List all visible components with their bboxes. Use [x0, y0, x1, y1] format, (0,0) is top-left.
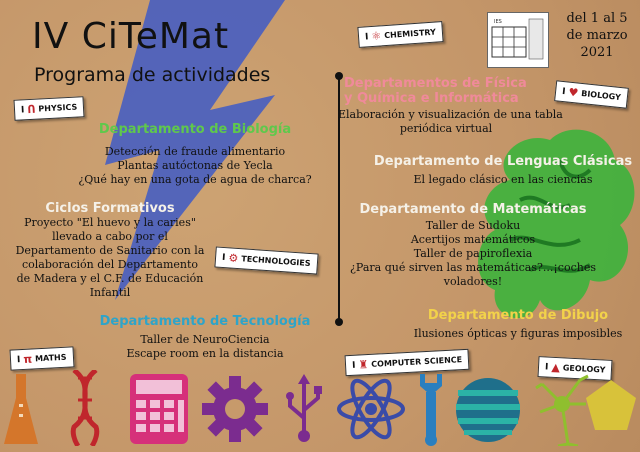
activity-item: El legado clásico en las ciencias — [413, 173, 593, 186]
molecule-icon: ⚛ — [370, 29, 382, 44]
page-subtitle: Programa de actividades — [34, 64, 271, 86]
activity-item: Departamento de Sanitario con la — [15, 244, 205, 257]
activity-item: voladores! — [443, 275, 503, 288]
tag-maths — [9, 346, 74, 370]
date-line: 2021 — [580, 45, 614, 60]
tag-physics — [13, 96, 84, 121]
date-line: de marzo — [566, 28, 628, 43]
tag-label: BIOLOGY — [580, 88, 622, 103]
activity-item: ¿Para qué sirven las matemáticas?...¡coches — [350, 261, 596, 274]
dna-icon — [68, 370, 102, 446]
school-building-icon — [488, 13, 548, 67]
tag-prefix: I — [351, 360, 356, 371]
tag-label: COMPUTER SCIENCE — [371, 355, 463, 369]
timeline-dot-bottom — [335, 318, 343, 326]
section-ciclos — [4, 201, 216, 300]
section-title: Ciclos Formativos — [45, 201, 175, 216]
section-fisica — [338, 76, 563, 136]
activity-item: Plantas autóctonas de Yecla — [117, 159, 273, 172]
usb-icon — [284, 374, 324, 444]
activity-item: de Madera y el C.F. de Educación — [16, 272, 204, 285]
tag-label: PHYSICS — [38, 102, 78, 114]
event-dates — [556, 10, 638, 61]
bottom-icon-row — [0, 370, 640, 452]
activity-item: llevado a cabo por el — [52, 230, 168, 243]
pentagon-icon — [584, 378, 638, 434]
date-line: del 1 al 5 — [566, 11, 628, 26]
tag-prefix: I — [561, 86, 567, 97]
tag-prefix: I — [544, 361, 549, 373]
tag-biology — [554, 80, 629, 109]
svg-text:IES: IES — [494, 19, 502, 25]
gear-icon — [202, 376, 268, 442]
section-title: Departamentos de Física — [344, 76, 527, 91]
tag-prefix: I — [364, 31, 369, 42]
section-title: Departamento de Matemáticas — [359, 202, 587, 217]
tag-chemistry — [357, 21, 443, 48]
page-title: IV CiTeMat — [32, 16, 230, 57]
section-title-line2: y Química e Informática — [344, 91, 519, 106]
school-logo — [487, 12, 549, 68]
section-title: Departamento de Biología — [98, 122, 292, 137]
gears-icon: ⚙ — [227, 251, 239, 266]
activity-item: Taller de NeuroCiencia — [140, 333, 270, 346]
section-tecnologia — [80, 314, 330, 361]
tag-prefix: I — [16, 354, 21, 365]
activity-item: Taller de papiroflexia — [413, 247, 533, 260]
tag-label: MATHS — [34, 352, 67, 364]
activity-item: Escape room en la distancia — [126, 347, 284, 360]
activity-item: periódica virtual — [399, 122, 493, 135]
section-lenguas — [366, 154, 640, 187]
planet-icon — [452, 374, 524, 446]
tag-label: CHEMISTRY — [383, 27, 437, 41]
activity-item: Proyecto "El huevo y la caries" — [24, 216, 196, 229]
activity-item: colaboración del Departamento — [21, 258, 199, 271]
timeline-dot-top — [335, 72, 343, 80]
mountain-icon: ▲ — [551, 360, 561, 375]
section-title: Departamento de Lenguas Clásicas — [373, 154, 633, 169]
flask-icon — [4, 374, 38, 444]
pi-icon: π — [23, 352, 33, 366]
neuron-icon — [532, 374, 592, 446]
atom-icon — [336, 374, 406, 444]
section-biologia — [60, 122, 330, 187]
activity-item: Infantil — [89, 286, 131, 299]
tag-prefix: I — [221, 252, 226, 263]
heart-icon: ♥ — [567, 85, 579, 100]
activity-item: Detección de fraude alimentario — [104, 145, 286, 158]
magnet-icon: Ո — [27, 102, 36, 117]
activity-item: Ilusiones ópticas y figuras imposibles — [413, 327, 623, 340]
wrench-icon — [416, 374, 446, 446]
tower-icon: ♜ — [358, 358, 369, 372]
activity-item: Taller de Sudoku — [425, 219, 521, 232]
tag-prefix: I — [20, 104, 25, 115]
section-dibujo — [396, 308, 640, 341]
activity-item: Elaboración y visualización de una tabla — [338, 108, 563, 121]
section-title: Departamento de Dibujo — [427, 308, 609, 323]
tag-label: GEOLOGY — [562, 363, 606, 375]
section-matematicas — [346, 202, 600, 289]
activity-item: Acertijos matemáticos — [410, 233, 536, 246]
activity-item: ¿Qué hay en una gota de agua de charca? — [78, 173, 312, 186]
section-title: Departamento de Tecnología — [99, 314, 311, 329]
calculator-icon — [130, 374, 188, 444]
tag-label: TECHNOLOGIES — [240, 254, 311, 269]
